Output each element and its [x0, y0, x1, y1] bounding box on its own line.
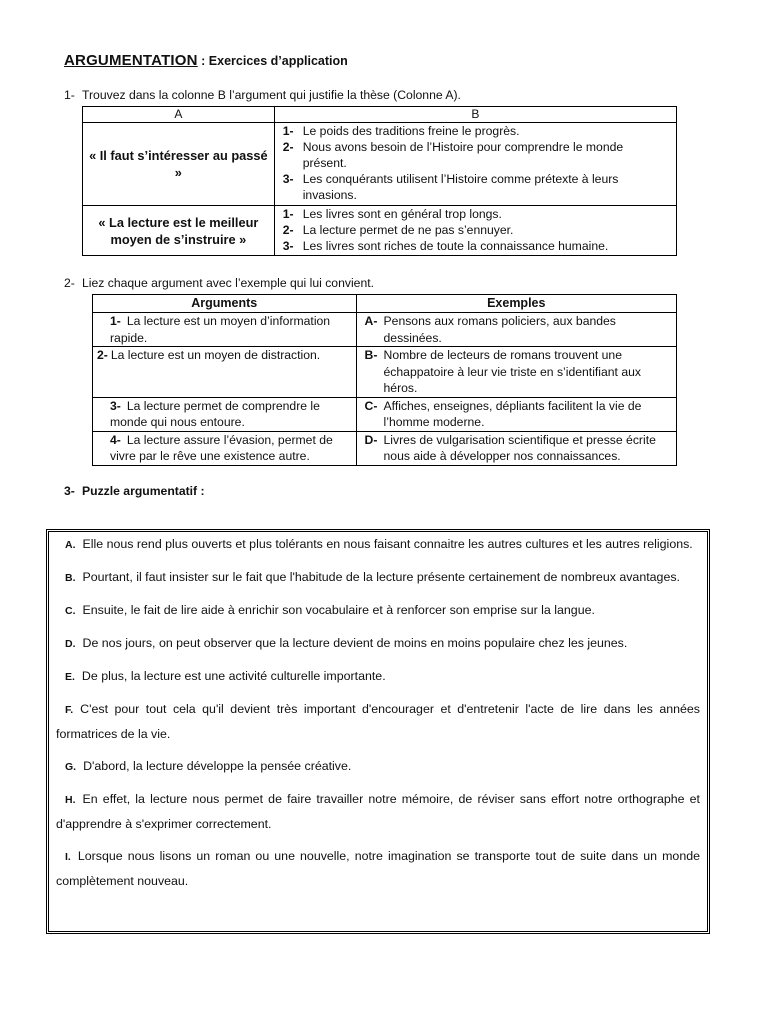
example-cell — [356, 397, 676, 431]
argument-cell — [93, 431, 357, 465]
argument-number: 1- — [110, 314, 121, 328]
puzzle-text: Lorsque nous lisons un roman ou une nouvelle, notre imagination se transporte tout de suite dans un monde complètement nouveau. — [56, 849, 700, 888]
example-letter: B- — [364, 348, 378, 362]
puzzle-text: De plus, la lecture est une activité culturelle importante. — [81, 669, 386, 683]
table-header-row — [93, 295, 677, 313]
puzzle-text: Pourtant, il faut insister sur le fait que l'habitude de la lecture présente certainement de nombreux avantages. — [82, 570, 680, 584]
puzzle-letter: I. — [65, 851, 71, 863]
item-text: Nous avons besoin de l’Histoire pour comprendre le monde présent. — [302, 140, 624, 170]
puzzle-text: En effet, la lecture nous permet de faire travailler notre mémoire, de réviser sans effort notre orthographe et d'apprendre à s'exprimer correctement. — [56, 792, 700, 831]
example-text: Livres de vulgarisation scientifique et presse écrite nous aide à développer nos connaissances. — [383, 432, 656, 463]
item-text: Les livres sont en général trop longs. — [302, 207, 502, 221]
question-3-text: Puzzle argumentatif : — [82, 484, 205, 498]
table-row — [93, 397, 677, 431]
table-row — [93, 347, 677, 398]
table-row — [93, 431, 677, 465]
table-row — [83, 123, 677, 206]
example-text: Pensons aux romans policiers, aux bandes dessinées. — [383, 314, 616, 345]
puzzle-list — [56, 532, 700, 901]
item-number: 2- — [282, 140, 294, 154]
table-row — [93, 313, 677, 347]
puzzle-text: De nos jours, on peut observer que la lecture devient de moins en moins populaire chez les jeunes. — [82, 636, 628, 650]
puzzle-box — [46, 529, 710, 934]
table-row — [83, 206, 677, 256]
question-1-number: 1- — [64, 88, 75, 102]
list-item — [275, 238, 674, 254]
argument-cell — [93, 347, 357, 398]
column-a-header: A — [83, 107, 275, 123]
example-cell — [356, 313, 676, 347]
example-cell — [356, 431, 676, 465]
puzzle-text: C'est pour tout cela qu'il devient très important d'encourager et d'entretenir l'acte de lire dans les années formatrices de la vie. — [56, 702, 700, 741]
arguments-cell — [274, 123, 676, 206]
item-number: 1- — [282, 124, 294, 138]
example-letter: A- — [364, 314, 378, 328]
list-item — [275, 206, 674, 222]
question-2-number: 2- — [64, 276, 75, 290]
puzzle-letter: H. — [65, 794, 76, 806]
question-3 — [64, 484, 205, 498]
page-title — [64, 52, 348, 69]
argument-text: La lecture est un moyen d’information rapide. — [110, 314, 331, 345]
argument-number: 2- — [97, 348, 108, 362]
puzzle-item — [56, 532, 700, 557]
list-item — [275, 222, 674, 238]
argument-text: La lecture est un moyen de distraction. — [110, 348, 321, 362]
column-b-header: B — [274, 107, 676, 123]
puzzle-letter: B. — [65, 572, 76, 584]
puzzle-item — [56, 598, 700, 623]
puzzle-item — [56, 664, 700, 689]
puzzle-item — [56, 697, 700, 746]
example-cell — [356, 347, 676, 398]
puzzle-item — [56, 844, 700, 893]
item-text: Les livres sont riches de toute la connaissance humaine. — [302, 239, 609, 253]
argument-text: La lecture assure l’évasion, permet de vivre par le rêve une existence autre. — [110, 432, 333, 463]
puzzle-item — [56, 565, 700, 590]
argument-number: 4- — [110, 432, 121, 447]
examples-header: Exemples — [356, 295, 676, 313]
item-text: Les conquérants utilisent l’Histoire comme prétexte à leurs invasions. — [302, 172, 619, 202]
puzzle-item — [56, 754, 700, 779]
table-header-row — [83, 107, 677, 123]
question-3-number: 3- — [64, 484, 75, 498]
list-item — [275, 171, 674, 203]
example-letter: D- — [364, 432, 378, 447]
example-text: Nombre de lecteurs de romans trouvent une échappatoire à leur vie triste en s’identifiant aux héros. — [383, 348, 641, 395]
puzzle-text: Ensuite, le fait de lire aide à enrichir son vocabulaire et à renforcer son emprise sur la langue. — [82, 603, 595, 617]
argument-text: La lecture permet de comprendre le monde qui nous entoure. — [110, 398, 320, 429]
thesis-cell: « La lecture est le meilleur moyen de s’instruire » — [83, 206, 275, 256]
item-text: Le poids des traditions freine le progrès. — [302, 124, 520, 138]
puzzle-letter: F. — [65, 704, 74, 716]
argument-example-table — [92, 294, 677, 466]
thesis-argument-table — [82, 106, 677, 256]
question-2 — [64, 276, 374, 290]
title-subtitle: : Exercices d’application — [197, 54, 348, 68]
item-text: La lecture permet de ne pas s’ennuyer. — [302, 223, 514, 237]
question-1 — [64, 88, 461, 102]
puzzle-letter: G. — [65, 761, 77, 773]
list-item — [275, 139, 674, 171]
item-number: 1- — [282, 207, 294, 221]
puzzle-letter: D. — [65, 638, 76, 650]
example-letter: C- — [364, 398, 378, 413]
item-number: 2- — [282, 223, 294, 237]
arguments-header: Arguments — [93, 295, 357, 313]
question-2-text: Liez chaque argument avec l’exemple qui lui convient. — [82, 276, 374, 290]
argument-cell — [93, 397, 357, 431]
thesis-cell: « Il faut s’intéresser au passé » — [83, 123, 275, 206]
example-text: Affiches, enseignes, dépliants facilitent la vie de l’homme moderne. — [383, 398, 642, 429]
puzzle-letter: A. — [65, 539, 76, 551]
argument-cell — [93, 313, 357, 347]
arguments-cell — [274, 206, 676, 256]
item-number: 3- — [282, 172, 294, 186]
title-main: ARGUMENTATION — [64, 52, 198, 69]
puzzle-text: D'abord, la lecture développe la pensée créative. — [83, 759, 352, 773]
question-1-text: Trouvez dans la colonne B l’argument qui justifie la thèse (Colonne A). — [82, 88, 461, 102]
puzzle-text: Elle nous rend plus ouverts et plus tolérants en nous faisant connaitre les autres cultures et les autres religions. — [82, 537, 693, 551]
puzzle-item — [56, 631, 700, 656]
puzzle-letter: C. — [65, 605, 76, 617]
item-number: 3- — [282, 239, 294, 253]
list-item — [275, 123, 674, 139]
puzzle-item — [56, 787, 700, 836]
argument-number: 3- — [110, 398, 121, 413]
puzzle-letter: E. — [65, 671, 75, 683]
